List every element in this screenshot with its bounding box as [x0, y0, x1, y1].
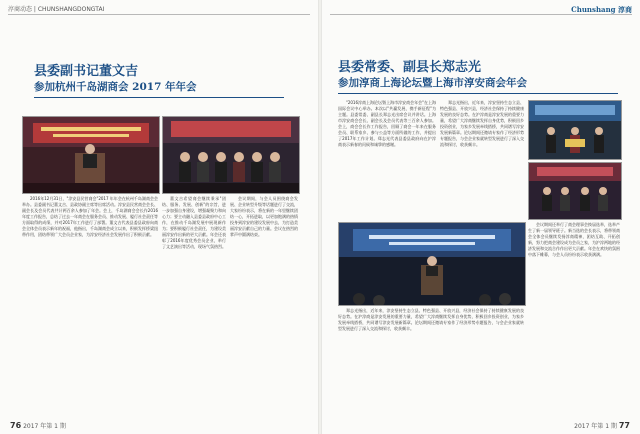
left-footer: [10, 421, 66, 430]
right-header-rule: [330, 14, 632, 15]
right-text-column-lower: [338, 308, 524, 410]
right-text-column-1: [338, 100, 436, 218]
left-article-title: 县委副书记董文吉: [34, 64, 139, 79]
left-title-rule: [34, 97, 284, 98]
right-running-head-logo: Chunshang 淳商: [571, 5, 632, 14]
right-running-head: [330, 4, 632, 15]
right-paragraph-lower: 郑志光指出，近年来，淳安坚持生态立县、特色强县、开放兴县，经济社会保持了持续健康发展的良好态势。在沪淳商是淳安发展的重要力量，希望广大淳商继续发挥自身优势，积极回乡投资创业，为家乡发展牵线搭桥，共同谱写淳安发展新篇章。论坛期间还邀请专家作了经济形势专题报告，与会企业家就转型发展进行了深入交流和探讨，收获颇丰。: [338, 308, 524, 331]
left-paragraph-3: 会议期间，与会人员围绕商会发展、企业转型升级等话题进行了交流，大家纷纷表示，将在新的一年里继续团结一心，开拓进取，以更加饱满的热情投身到淳安的建设发展中去，为打造美丽淳安贡献自己的力量。会议在热烈的掌声中圆满结束。: [230, 196, 298, 237]
right-page: [322, 0, 640, 434]
right-footer-issue: 2017 年第 1 期: [574, 423, 617, 430]
left-running-head-text: 淳商动态 | CHUNSHANGDONGTAI: [8, 6, 105, 13]
left-text-column-3: [230, 196, 298, 410]
right-title-block: [338, 60, 618, 94]
right-photo-speech: [338, 222, 526, 306]
right-paragraph-2: 郑志光指出，近年来，淳安坚持生态立县、特色强县、开放兴县，经济社会保持了持续健康发展的良好态势。在沪淳商是淳安发展的重要力量，希望广大淳商继续发挥自身优势，积极回乡投资创业，为家乡发展牵线搭桥，共同谱写淳安发展新篇章。论坛期间还邀请专家作了经济形势专题报告，与会企业家就转型发展进行了深入交流和探讨，收获颇丰。: [440, 100, 524, 147]
left-header-rule: [8, 14, 310, 15]
right-paragraph-1: "2016淳商上海论坛暨上海市淳安商会年会"在上海国际会议中心举办。本次以"共赢发展、携手新征程"为主题。县委常委、副县长郑志光出席会议并讲话。上海市淳安商会会长、副会长及会员代表等三百余人参加。会上，商会会长作工作报告，回顾了商会一年来在服务会员、联系家乡、参与公益等方面所做的工作，并提出了2017年工作计划。郑志光代表县委县政府向在沪淳商表示新春的问候和诚挚的感谢。: [338, 100, 436, 147]
left-title-block: [34, 64, 284, 98]
left-text-column-2: [162, 196, 226, 410]
left-paragraph-1: 2016年12月31日，"淳安县民营商会"2017 年年会在杭州千岛湖商会会举办。县委副书记董文吉、县政协副主席等出席活动。淳安县民营商会会长、副会长及会员代表共计两百余人参加了年会。会上，千岛湖商会会长作2016年度工作报告，总结了过去一年商会在服务会员、推动发展、履行社会责任等方面取得的成绩，并对2017年工作进行了部署。董文吉代表县委县政府向商会全体会员表示新年的祝福，他指出，千岛湖商会成立以来，积极发挥桥梁纽带作用，团结带领广大会员企业家，为淳安经济社会发展作出了积极贡献。: [22, 196, 158, 237]
right-page-number: 77: [618, 421, 630, 430]
right-article-subtitle: 参加淳商上海论坛暨上海市淳安商会年会: [338, 77, 527, 89]
left-footer-issue: 2017 年第 1 期: [23, 423, 66, 430]
left-text-column-1: [22, 196, 158, 410]
right-photo-award-top: [528, 100, 622, 160]
right-article-title: 县委常委、副县长郑志光: [338, 60, 482, 75]
left-paragraph-2: 董文吉希望商会继续秉承"团结、服务、发展、创新"的宗旨，进一步加强自身建设，增强凝聚力和向心力；要主动融入县委县政府中心工作，在推动千岛湖发展中展现新作为；要积极履行社会责任，为建设美丽淳安作出新的更大贡献。年会还表彰了2016年度优秀会员企业，举行了文艺演出等活动，现场气氛热烈。: [162, 196, 226, 249]
right-text-column-3: [528, 222, 620, 410]
left-article-subtitle: 参加杭州千岛湖商会 2017 年年会: [34, 81, 197, 93]
left-photo-podium: [22, 116, 160, 194]
right-text-column-2: [440, 100, 524, 218]
right-footer: [574, 421, 630, 430]
left-page-number: 76: [10, 421, 22, 430]
right-photo-award-bottom: [528, 162, 622, 220]
right-title-rule: [338, 93, 618, 94]
left-photo-group: [162, 116, 300, 194]
left-running-head: [8, 4, 310, 15]
right-paragraph-3: 会议期间还举行了商会理事会换届选举，选举产生了新一届领导班子。新当选的会长表示，将带领商会全体会员继续发扬淳商精神，团结互助、开拓创新，努力把商会建设成为会员之家，为沪淳两地的经济发展和交流合作作出更大贡献。年会在欢快的氛围中落下帷幕，与会人员纷纷表示收获满满。: [528, 222, 620, 257]
left-page: [0, 0, 318, 434]
